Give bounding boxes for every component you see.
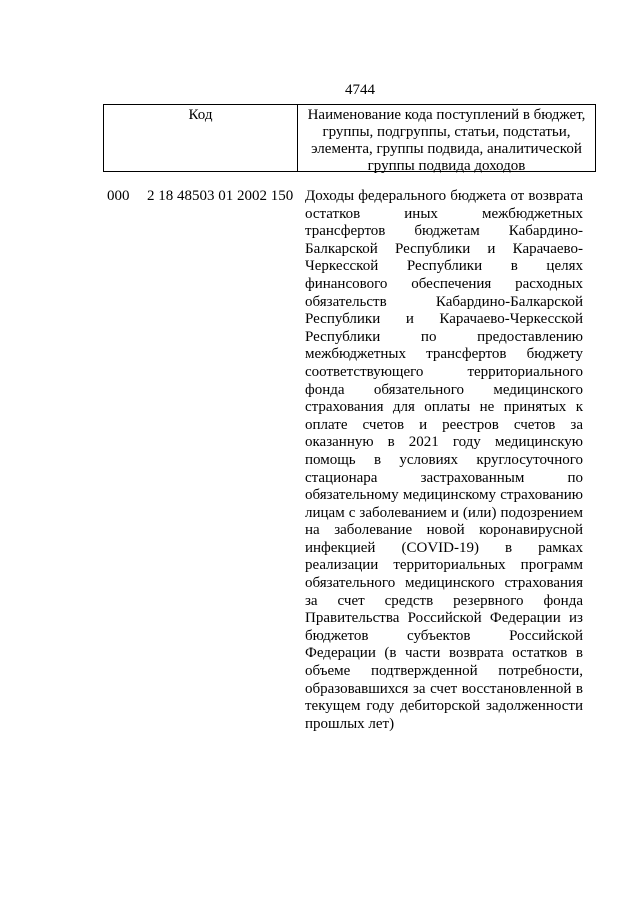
income-name: Доходы федерального бюджета от возврата остатков иных межбюджетных трансфертов бюджетам Кабардино-Балкарской Республики и Карачаево-Черкесской Республики в целях финансового обеспечения расходных обязательств Кабардино-Балкарской Республики и Карачаево-Черкесской Республики по предоставлению межбюджетных трансфертов бюджету соответствующего территориального фонда обязательного медицинского страхования для оплаты не принятых к оплате счетов и реестров счетов за оказанную в 2021 году медицинскую помощь в условиях круглосуточного стационара застрахованным по обязательному медицинскому страхованию лицам с заболеванием и (или) подозрением на заболевание новой коронавирусной инфекцией (COVID-19) в рамках реализации территориальных программ обязательного медицинского страхования за счет средств резервного фонда Правительства Российской Федерации из бюджетов субъектов Российской Федерации (в части возврата остатков в объеме подтвержденной потребности, образовавшихся за счет восстановленной в текущем году дебиторской задолженности прошлых лет)	[305, 188, 583, 732]
income-code: 2 18 48503 01 2002 150	[147, 188, 294, 204]
page-number: 4744	[345, 82, 375, 98]
header-name-column: Наименование кода поступлений в бюджет, группы, подгруппы, статьи, подстатьи, элемента, группы подвида, аналитической группы подвида доходов	[307, 107, 586, 174]
table-header	[103, 104, 596, 172]
header-code-column: Код	[104, 105, 298, 171]
admin-code: 000	[107, 188, 130, 204]
